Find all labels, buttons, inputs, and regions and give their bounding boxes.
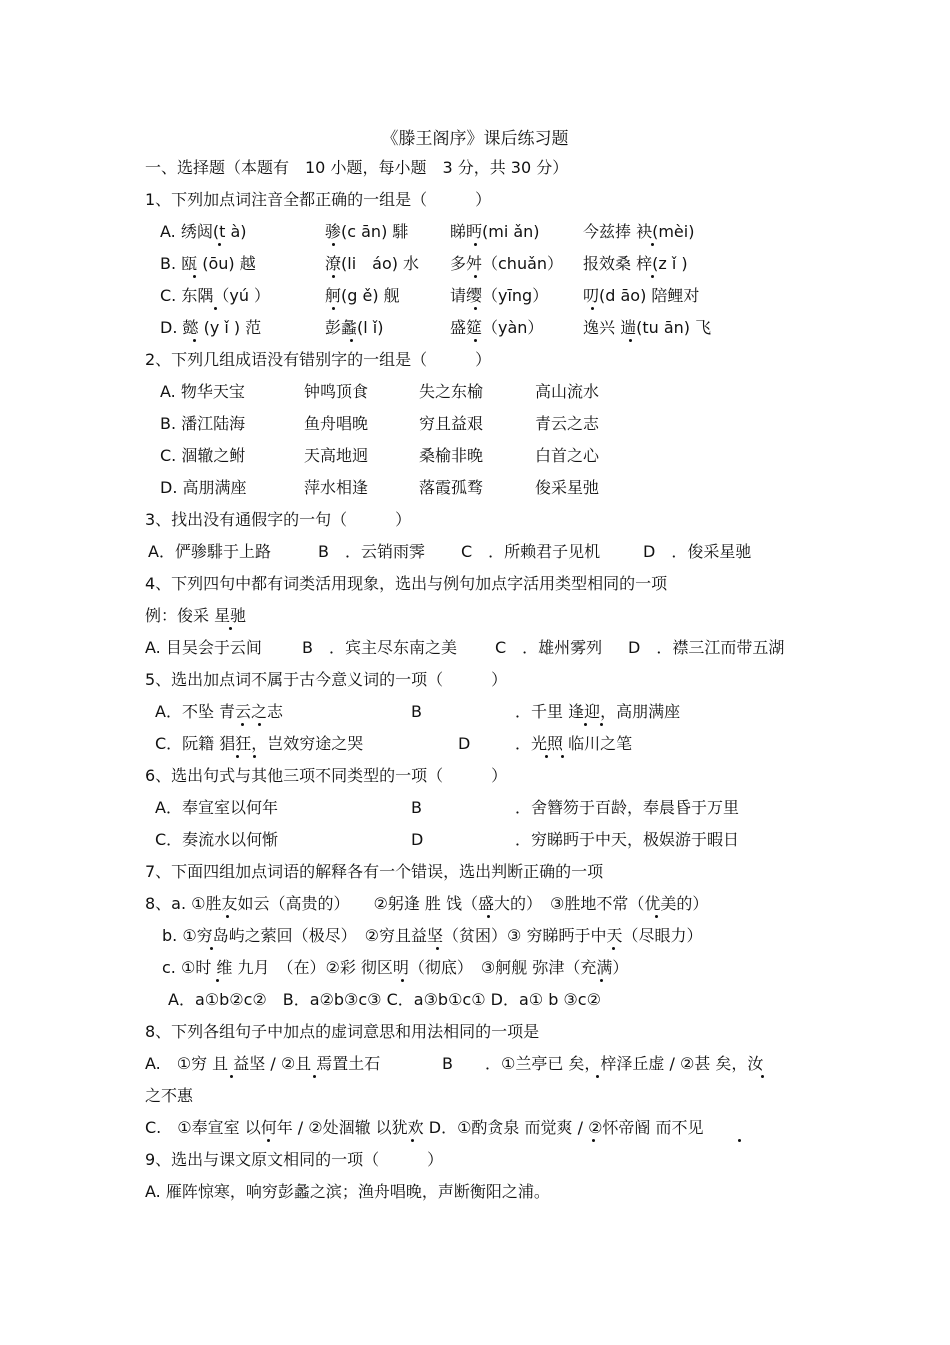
q5-option-c: C．阮籍 猖狂，岂效穷途之哭 — [155, 734, 364, 753]
q1-row-a-col2: 骖(c ān) 騑 — [325, 222, 409, 241]
page-title: 《滕王阁序》课后练习题 — [381, 129, 569, 149]
q8-option-b-cont: 之不惠 — [145, 1086, 194, 1105]
q6-option-d-letter: D — [411, 830, 424, 849]
emphasis-dot — [332, 307, 335, 310]
q1-row-d-col2: 彭蠡(l ǐ) — [325, 318, 384, 337]
q4-option-a: A. 目吴会于云间 — [145, 638, 262, 657]
q7-line-c: c. ①时 维 九月 （在）②彩 彻区明（彻底） ③舸舰 弥津（充满） — [162, 958, 629, 977]
q9-option-a: A. 雁阵惊寒，响穷彭蠡之滨；渔舟唱晚，声断衡阳之浦。 — [145, 1182, 550, 1201]
emphasis-dot — [332, 243, 335, 246]
emphasis-dot — [350, 339, 353, 342]
q2-row-b-col4: 青云之志 — [535, 414, 600, 433]
emphasis-dot — [600, 723, 603, 726]
emphasis-dot — [545, 755, 548, 758]
question-5-stem: 5、选出加点词不属于古今意义词的一项（ ） — [145, 670, 508, 689]
q5-option-d: ．光照 临川之笔 — [515, 734, 633, 753]
q1-row-d-col4: 逸兴 遄(tu ān) 飞 — [583, 318, 712, 337]
emphasis-dot — [253, 755, 256, 758]
question-3-stem: 3、找出没有通假字的一句（ ） — [145, 510, 412, 529]
emphasis-dot — [241, 723, 244, 726]
emphasis-dot — [218, 243, 221, 246]
q5-option-b: ．千里 逢迎，高朋满座 — [515, 702, 681, 721]
emphasis-dot — [436, 947, 439, 950]
q2-row-c-col4: 白首之心 — [535, 446, 600, 465]
emphasis-dot — [210, 947, 213, 950]
q3-option-a: A．俨骖騑于上路 — [148, 542, 271, 561]
q6-option-a: A．奉宣室以何年 — [155, 798, 278, 817]
emphasis-dot — [214, 307, 217, 310]
q1-row-a-col3: 睇眄(mi ǎn) — [450, 222, 540, 241]
emphasis-dot — [332, 275, 335, 278]
emphasis-dot — [584, 723, 587, 726]
emphasis-dot — [193, 339, 196, 342]
question-1-stem: 1、下列加点词注音全都正确的一组是（ ） — [145, 190, 492, 209]
emphasis-dot — [229, 627, 232, 630]
emphasis-dot — [600, 979, 603, 982]
q7-line-a: 8、a. ①胜友如云（高贵的） ②躬逢 胜 饯（盛大的） ③胜地不常（优美的） — [145, 894, 709, 913]
emphasis-dot — [651, 243, 654, 246]
q4-option-d: D ．襟三江而带五湖 — [628, 638, 785, 657]
q3-option-b: B ．云销雨霁 — [318, 542, 425, 561]
q4-option-b: B ．宾主尽东南之美 — [302, 638, 457, 657]
emphasis-dot — [591, 307, 594, 310]
emphasis-dot — [258, 723, 261, 726]
q2-row-d-col1: D. 高朋满座 — [160, 478, 247, 497]
q2-row-a-col2: 钟鸣顶食 — [304, 382, 369, 401]
emphasis-dot — [230, 1075, 233, 1078]
question-6-stem: 6、选出句式与其他三项不同类型的一项（ ） — [145, 766, 508, 785]
question-4-stem: 4、下列四句中都有词类活用现象，选出与例句加点字活用类型相同的一项 — [145, 574, 668, 593]
emphasis-dot — [193, 275, 196, 278]
q1-row-b-col4: 报效桑 梓(z ǐ ) — [583, 254, 688, 273]
question-7-stem: 7、下面四组加点词语的解释各有一个错误，选出判断正确的一项 — [145, 862, 604, 881]
emphasis-dot — [738, 1139, 741, 1142]
q6-option-d: ．穷睇眄于中天，极娱游于暇日 — [515, 830, 740, 849]
q2-row-d-col2: 萍水相逢 — [304, 478, 369, 497]
emphasis-dot — [629, 339, 632, 342]
q2-row-d-col3: 落霞孤骛 — [419, 478, 484, 497]
emphasis-dot — [561, 755, 564, 758]
q1-row-c-col3: 请缨（yīng） — [450, 286, 549, 305]
q5-option-a: A．不坠 青云之志 — [155, 702, 284, 721]
emphasis-dot — [655, 915, 658, 918]
emphasis-dot — [474, 339, 477, 342]
question-2-stem: 2、下列几组成语没有错别字的一组是（ ） — [145, 350, 492, 369]
q2-row-a-col4: 高山流水 — [535, 382, 600, 401]
q2-row-a-col3: 失之东榆 — [419, 382, 484, 401]
q6-option-b-letter: B — [411, 798, 422, 817]
section-heading: 一、选择题（本题有 10 小题，每小题 3 分，共 30 分） — [145, 158, 569, 177]
q4-example: 例：俊采 星驰 — [145, 606, 247, 625]
q7-line-b: b. ①穷岛屿之萦回（极尽） ②穷且益坚（贫困）③ 穷睇眄于中天（尽眼力） — [162, 926, 703, 945]
emphasis-dot — [592, 1139, 595, 1142]
emphasis-dot — [474, 307, 477, 310]
q5-option-b-letter: B — [411, 702, 422, 721]
emphasis-dot — [401, 979, 404, 982]
q1-row-d-col3: 盛筵（yàn） — [450, 318, 544, 337]
q5-option-d-letter: D — [458, 734, 471, 753]
q1-row-b-col2: 潦(li áo) 水 — [325, 254, 420, 273]
emphasis-dot — [612, 947, 615, 950]
emphasis-dot — [216, 979, 219, 982]
q3-option-c: C ．所赖君子见机 — [461, 542, 601, 561]
q2-row-c-col1: C. 涸辙之鲋 — [160, 446, 246, 465]
q8-option-b: B ．①兰亭已 矣，梓泽丘虚 / ②甚 矣，汝 — [442, 1054, 764, 1073]
q2-row-c-col2: 天高地迥 — [304, 446, 369, 465]
emphasis-dot — [474, 275, 477, 278]
q6-option-b: ．舍簪笏于百龄，奉晨昏于万里 — [515, 798, 740, 817]
emphasis-dot — [761, 1075, 764, 1078]
emphasis-dot — [411, 1139, 414, 1142]
q2-row-b-col1: B. 潘江陆海 — [160, 414, 246, 433]
emphasis-dot — [487, 915, 490, 918]
emphasis-dot — [226, 915, 229, 918]
q2-row-a-col1: A. 物华天宝 — [160, 382, 245, 401]
emphasis-dot — [651, 275, 654, 278]
q6-option-c: C．奏流水以何惭 — [155, 830, 279, 849]
emphasis-dot — [267, 1139, 270, 1142]
q1-row-c-col1: C. 东隅（yú ） — [160, 286, 271, 305]
q1-row-a-col4: 今兹捧 袂(mèi) — [583, 222, 695, 241]
q1-row-a-col1: A. 绣闼(t à) — [160, 222, 247, 241]
q2-row-b-col2: 鱼舟唱晚 — [304, 414, 369, 433]
q1-row-c-col4: 叨(d āo) 陪鲤对 — [583, 286, 700, 305]
emphasis-dot — [596, 1075, 599, 1078]
emphasis-dot — [474, 243, 477, 246]
emphasis-dot — [236, 755, 239, 758]
q1-row-b-col1: B. 瓯 (ōu) 越 — [160, 254, 256, 273]
q1-row-c-col2: 舸(g ě) 舰 — [325, 286, 400, 305]
question-9-stem: 9、选出与课文原文相同的一项（ ） — [145, 1150, 444, 1169]
q3-option-d: D ．俊采星驰 — [643, 542, 752, 561]
q7-answers: A．a①b②c② B．a②b③c③ C．a③b①c① D．a① b ③c② — [168, 990, 601, 1009]
q8-option-c-d: C. ①奉宣室 以何年 / ②处涸辙 以犹欢 D．①酌贪泉 而觉爽 / ②怀帝阍 而不见 — [145, 1118, 704, 1137]
q2-row-b-col3: 穷且益艰 — [419, 414, 484, 433]
q2-row-c-col3: 桑榆非晚 — [419, 446, 484, 465]
q4-option-c: C ．雄州雾列 — [495, 638, 603, 657]
emphasis-dot — [313, 1075, 316, 1078]
q1-row-d-col1: D. 懿 (y ǐ ) 范 — [160, 318, 262, 337]
q2-row-d-col4: 俊采星弛 — [535, 478, 600, 497]
q8-option-a: A. ①穷 且 益坚 / ②且 焉置土石 — [145, 1054, 381, 1073]
question-8-stem: 8、下列各组句子中加点的虚词意思和用法相同的一项是 — [145, 1022, 540, 1041]
q1-row-b-col3: 多舛（chuǎn） — [450, 254, 564, 273]
